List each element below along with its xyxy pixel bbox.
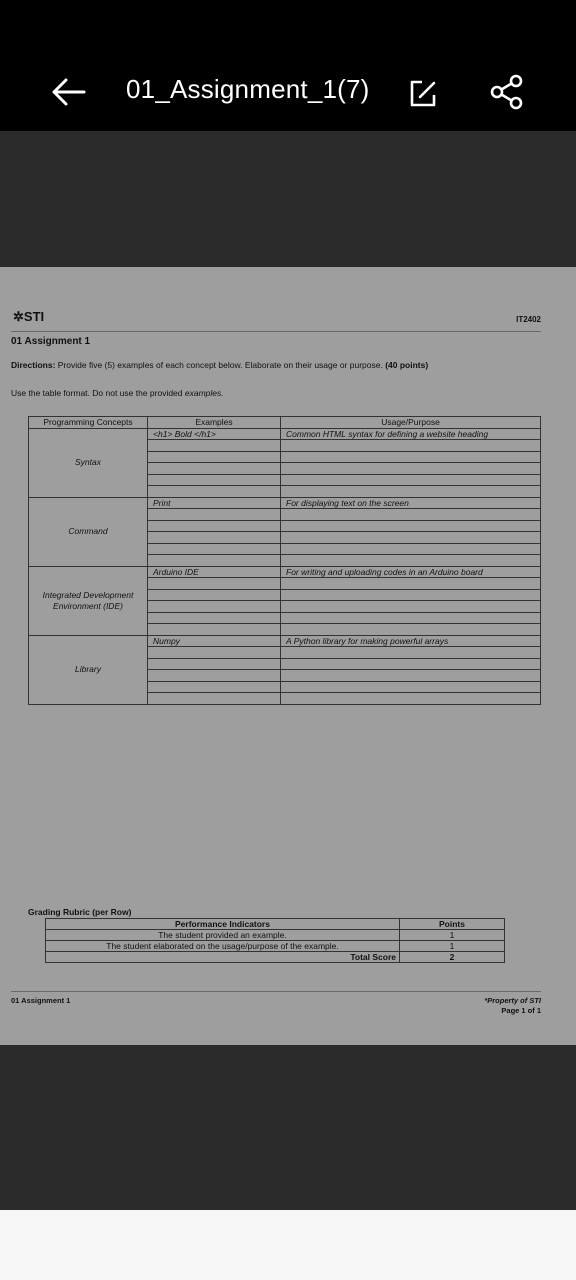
rubric-points: 1 [400,941,505,952]
rubric-header-indicators: Performance Indicators [46,919,400,930]
usage-cell: A Python library for making powerful arrays [281,635,541,647]
rubric-total-row [46,952,505,963]
usage-cell: Common HTML syntax for defining a website heading [281,428,541,440]
rubric-row [46,930,505,941]
directions [11,360,428,370]
sti-logo: ✲STI [13,309,45,324]
table-row [29,635,541,647]
example-cell: Print [148,497,281,509]
share-icon[interactable] [488,74,526,110]
assignment-heading: 01 Assignment 1 [11,336,91,347]
rubric-title: Grading Rubric (per Row) [28,907,132,917]
usage-cell: For writing and uploading codes in an Arduino board [281,566,541,578]
use-instructions: Use the table format. Do not use the provided examples. [11,388,224,398]
example-cell: Arduino IDE [148,566,281,578]
total-score-label: Total Score [46,952,400,963]
rubric-header-row [46,919,505,930]
rubric-indicator: The student provided an example. [46,930,400,941]
directions-text: Provide five (5) examples of each concept below. Elaborate on their usage or purpose. [55,360,386,370]
table-row [29,566,541,578]
document-page[interactable] [0,267,576,1045]
concept-cell: Integrated Development Environment (IDE) [29,566,148,635]
course-code: IT2402 [516,315,541,324]
example-cell: <h1> Bold </h1> [148,428,281,440]
rubric-indicator: The student elaborated on the usage/purpose of the example. [46,941,400,952]
total-score-value: 2 [400,952,505,963]
header-examples: Examples [148,417,281,429]
concept-cell: Library [29,635,148,704]
edit-icon[interactable] [406,76,440,110]
rubric-header-points: Points [400,919,505,930]
table-header-row [29,417,541,429]
footer-right [484,996,541,1016]
example-cell: Numpy [148,635,281,647]
bottom-bar [0,1210,576,1280]
footer-left: 01 Assignment 1 [11,996,71,1005]
concept-cell: Command [29,497,148,566]
page-number: Page 1 of 1 [501,1006,541,1015]
concepts-table [28,416,541,705]
document-title: 01_Assignment_1(7) [126,74,370,104]
directions-points: (40 points) [385,360,429,370]
table-row [29,428,541,440]
usage-cell: For displaying text on the screen [281,497,541,509]
rubric-table [45,918,505,963]
back-arrow-icon[interactable] [48,74,88,110]
rubric-row [46,941,505,952]
header-divider [11,331,541,332]
table-row [29,497,541,509]
concept-cell: Syntax [29,428,148,497]
top-app-bar [0,0,576,131]
footer-divider [11,991,541,992]
rubric-points: 1 [400,930,505,941]
directions-label: Directions: [11,360,56,370]
property-note: *Property of STI [484,996,541,1005]
header-concepts: Programming Concepts [29,417,148,429]
header-usage: Usage/Purpose [281,417,541,429]
